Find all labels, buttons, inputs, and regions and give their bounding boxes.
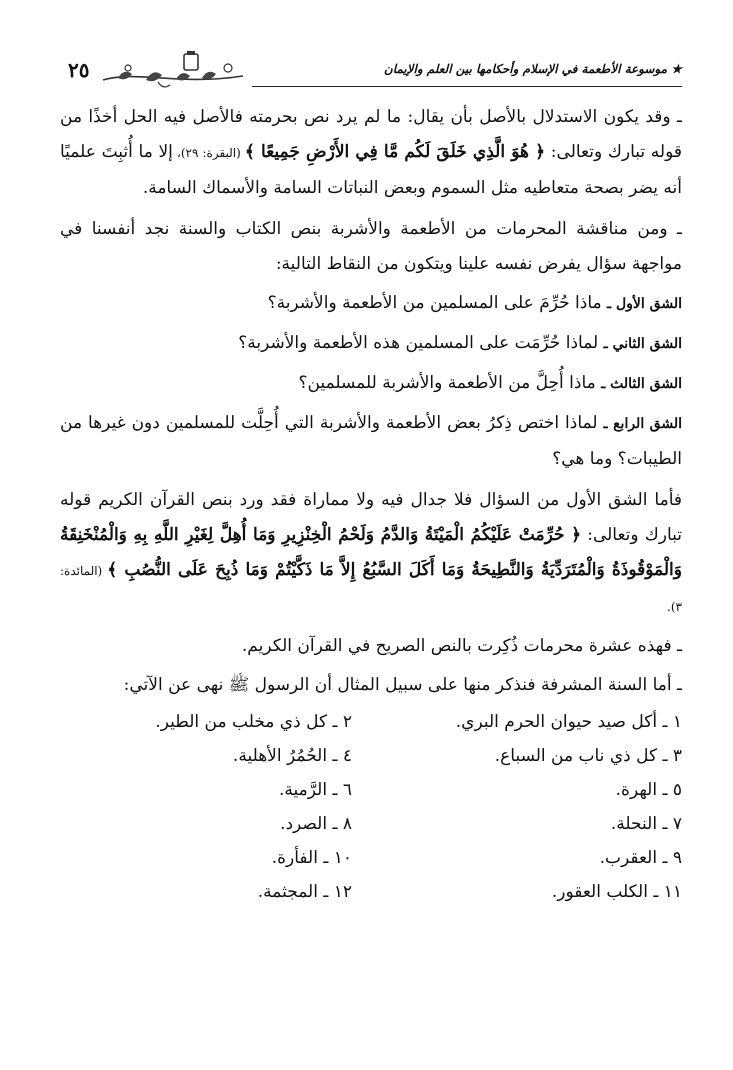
page-header xyxy=(62,50,682,90)
running-title: ★ موسوعة الأطعمة في الإسلام وأحكامها بين العلم والإيمان xyxy=(383,62,682,76)
list-item: ١٠ ـ الفأرة. xyxy=(271,848,352,868)
prohibited-items-list xyxy=(60,705,682,909)
question-label: الشق الثاني ـ xyxy=(603,336,682,352)
list-item: ٨ ـ الصرد. xyxy=(280,814,352,834)
paragraph-2: ـ ومن مناقشة المحرمات من الأطعمة والأشربة بنص الكتاب والسنة نجد أنفسنا في مواجهة سؤال يفرض نفسه علينا ويتكون من النقاط التالية: xyxy=(60,219,682,274)
list-item: ٩ ـ العقرب. xyxy=(599,848,682,868)
quran-verse-baqarah: ﴿ هُوَ الَّذِي خَلَقَ لَكُم مَّا فِي الأَرْضِ جَمِيعًا ﴾ xyxy=(244,142,546,162)
question-text: ماذا أُحِلَّ من الأطعمة والأشربة للمسلمين؟ xyxy=(298,373,602,393)
paragraph-3-text: فأما الشق الأول من السؤال فلا جدال فيه ولا مماراة فقد ورد بنص القرآن الكريم قوله تبارك وتعالى: xyxy=(60,490,683,545)
paragraph-1-text-b: إلا ما أُثبِتَ علميًا أنه يضر بصحة متعاطيه مثل السموم وبعض النباتات السامة والأسماك السامة. xyxy=(60,142,682,198)
paragraph-1-text-a: ـ وقد يكون الاستدلال بالأصل بأن يقال: ما لم يرد نص بحرمته فالأصل فيه الحل أخذًا من قوله تبارك وتعالى: xyxy=(60,107,682,162)
page-content xyxy=(60,100,682,909)
list-item: ١١ ـ الكلب العقور. xyxy=(551,882,682,902)
page-number: ٢٥ xyxy=(68,58,90,82)
verse-reference-maidah: (المائدة: ٣). xyxy=(60,564,682,614)
paragraph-3 xyxy=(60,483,682,625)
paragraph-1 xyxy=(60,100,682,206)
list-item: ١ ـ أكل صيد حيوان الحرم البري. xyxy=(455,712,682,732)
question-4 xyxy=(60,406,682,477)
question-2 xyxy=(60,326,682,362)
list-item: ٢ ـ كل ذي مخلب من الطير. xyxy=(155,712,352,732)
list-item: ٤ ـ الحُمُرُ الأهلية. xyxy=(232,746,352,766)
verse-reference-baqarah: (البقرة: ٢٩)، xyxy=(172,146,245,160)
quran-verse-maidah: ﴿ حُرِّمَتْ عَلَيْكُمُ الْمَيْتَةُ وَالدَّمُ وَلَحْمُ الْخِنْزِيرِ وَمَا أُهِلَّ لِغَيْرِ اللَّهِ بِهِ وَالْمُنْخَنِقَةُ وَالْمَوْقُوذَةُ وَالْمُتَرَدِّيَةُ وَالنَّطِيحَةُ وَمَا أَكَلَ السَّبُعُ إِلاَّ مَا ذَكَّيْتُمْ وَمَا ذُبِحَ عَلَى النُّصُبِ ﴾ xyxy=(60,525,682,580)
list-item: ٧ ـ النحلة. xyxy=(610,814,682,834)
question-text: ماذا حُرِّمَ على المسلمين من الأطعمة والأشربة؟ xyxy=(267,293,608,313)
floral-ornament-icon xyxy=(98,50,248,90)
list-item: ٣ ـ كل ذي ناب من السباع. xyxy=(494,746,682,766)
list-item: ٥ ـ الهرة. xyxy=(615,780,682,800)
list-item: ٦ ـ الرَّمية. xyxy=(279,780,352,800)
paragraph-4: ـ فهذه عشرة محرمات ذُكِرت بالنص الصريح في القرآن الكريم. xyxy=(241,636,682,656)
question-text: لماذا اختص ذِكرُ بعض الأطعمة والأشربة التي أُحِلَّت للمسلمين دون غيرها من الطيبات؟ وما هي؟ xyxy=(60,413,682,469)
question-label: الشق الأول ـ xyxy=(607,296,682,312)
header-rule xyxy=(252,86,682,87)
question-label: الشق الرابع ـ xyxy=(603,416,682,432)
question-text: لماذا حُرِّمَت على المسلمين هذه الأطعمة والأشربة؟ xyxy=(238,333,604,353)
question-label: الشق الثالث ـ xyxy=(601,376,682,392)
list-item: ١٢ ـ المجثمة. xyxy=(257,882,352,902)
paragraph-5: ـ أما السنة المشرفة فنذكر منها على سبيل المثال أن الرسول ﷺ نهى عن الآتي: xyxy=(123,675,682,695)
question-1 xyxy=(60,286,682,322)
question-3 xyxy=(60,366,682,402)
